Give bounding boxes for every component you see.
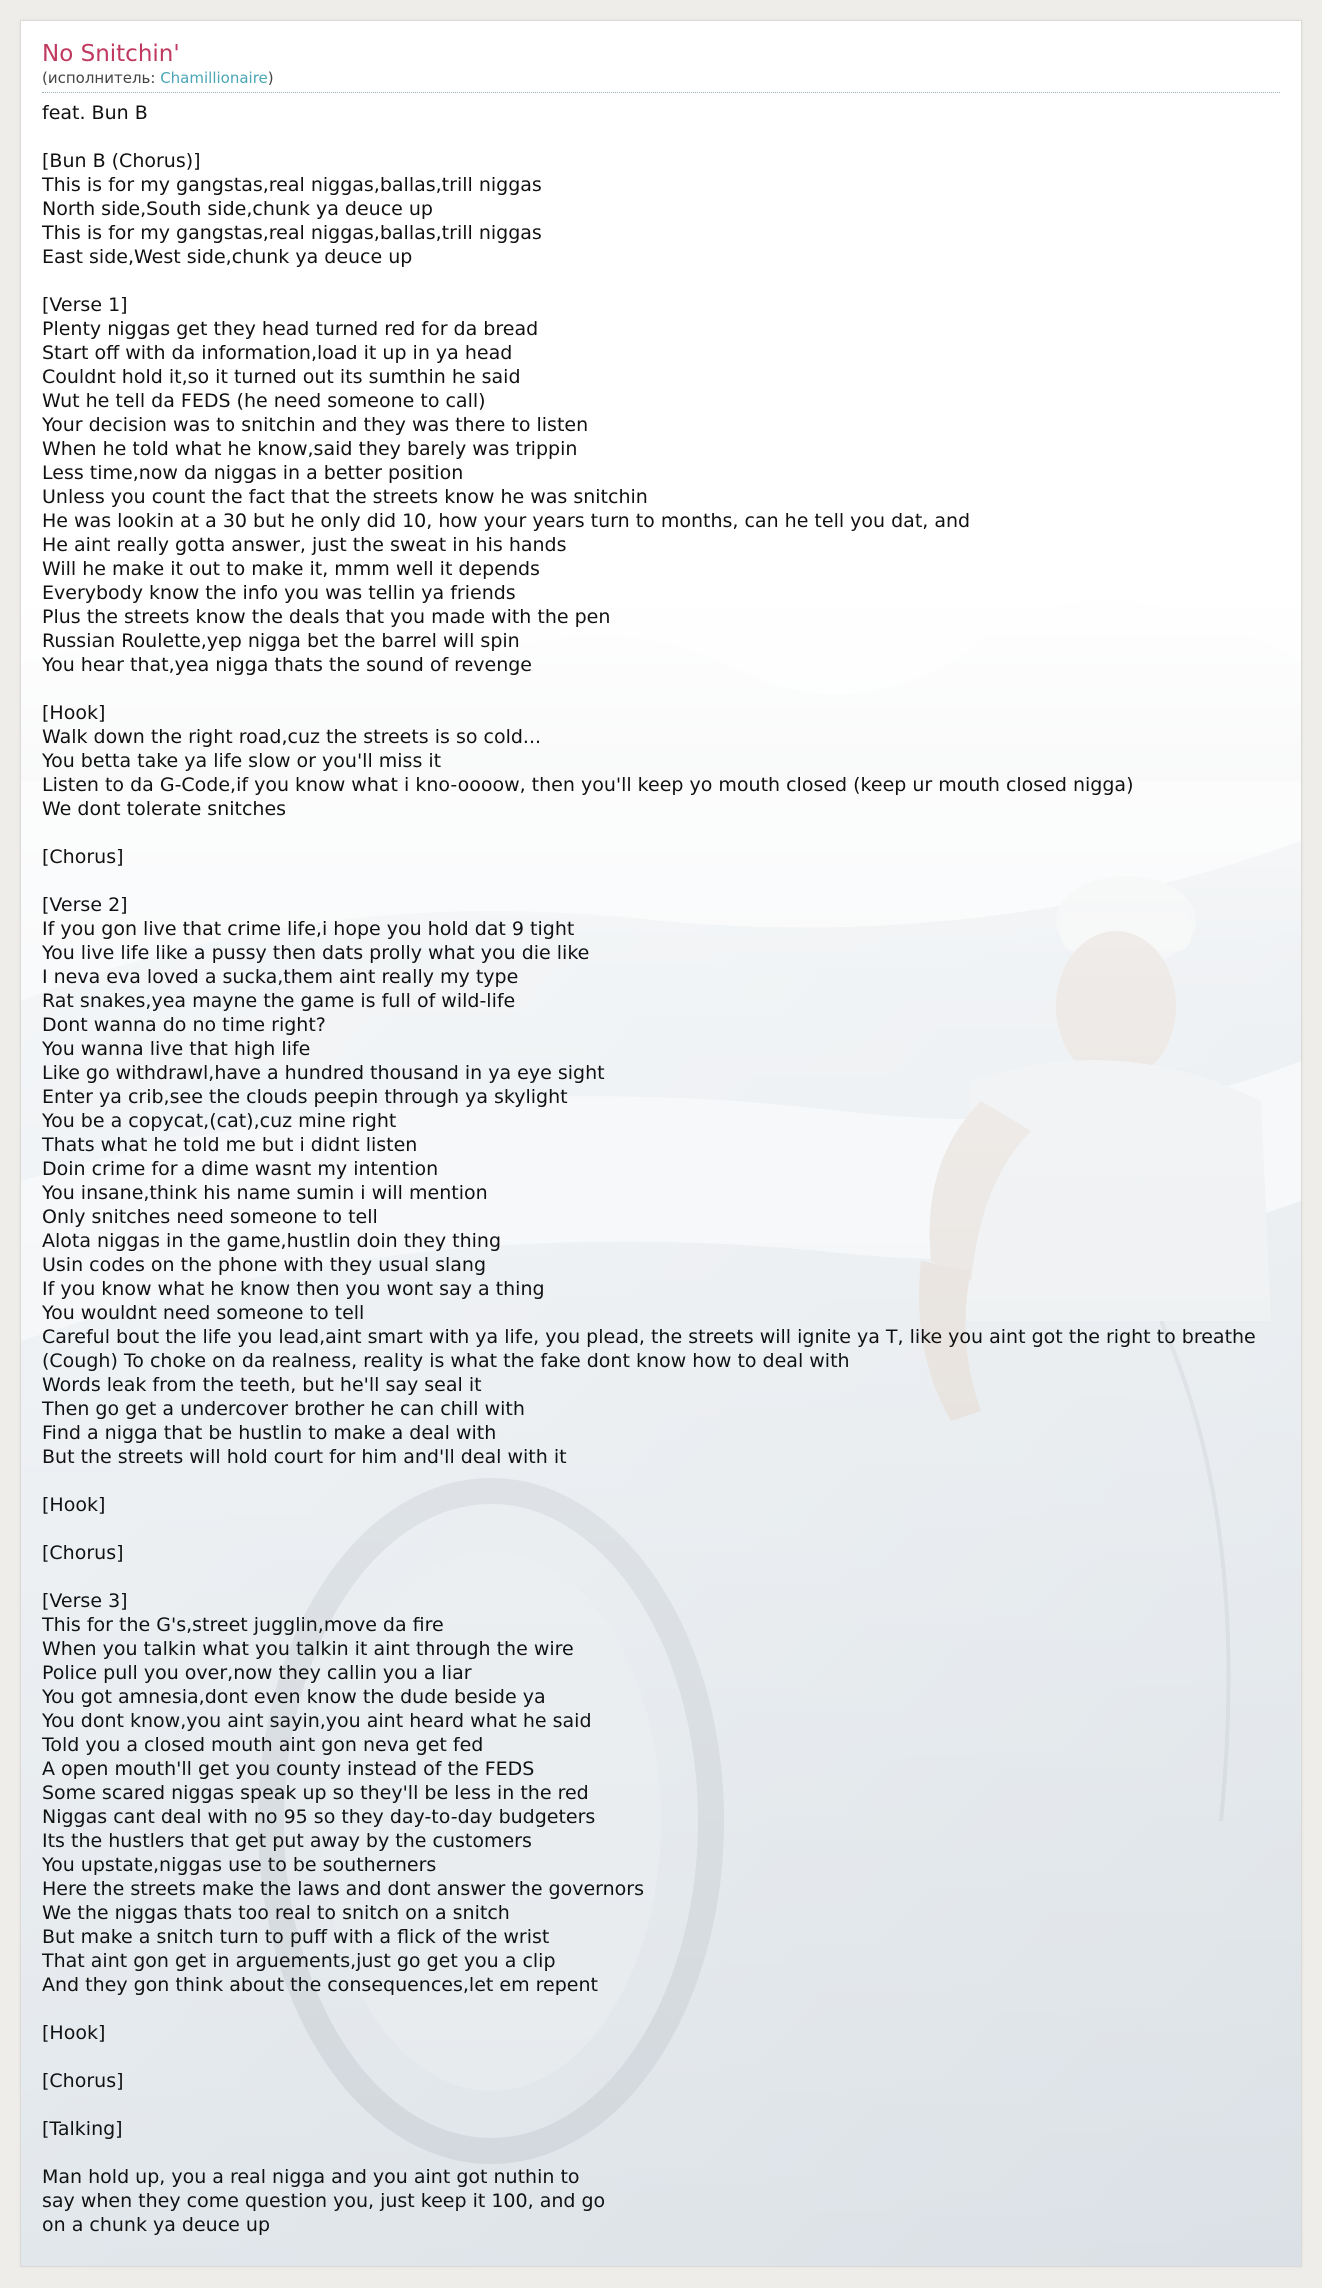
artist-prefix: (исполнитель: xyxy=(42,69,161,87)
lyrics-text: feat. Bun B [Bun B (Chorus)] This is for my gangstas,real niggas,ballas,trill niggas North side,South side,chunk ya deuce up This is for my gangstas,real niggas,ballas,trill niggas East side,West side,chunk ya deuce up [Verse 1] Plenty niggas get they head turned red for da bread Start off with da information,load it up in ya head Couldnt hold it,so it turned out its sumthin he said Wut he tell da FEDS (he need someone to call) Your decision was to snitchin and they was there to listen When he told what he know,said they barely was trippin Less time,now da niggas in a better position Unless you count the fact that the streets know he was snitchin He was lookin at a 30 but he only did 10, how your years turn to months, can he tell you dat, and He aint really gotta answer, just the sweat in his hands Will he make it out to make it, mmm well it depends Everybody know the info you was tellin ya friends Plus the streets know the deals that you made with the pen Russian Roulette,yep nigga bet the barrel will spin You hear that,yea nigga thats the sound of revenge [Hook] Walk down the right road,cuz the streets is so cold... You betta take ya life slow or you'll miss it Listen to da G-Code,if you know what i kno-oooow, then you'll keep yo mouth closed (keep ur mouth closed nigga) We dont tolerate snitches [Chorus] [Verse 2] If you gon live that crime life,i hope you hold dat 9 tight You live life like a pussy then dats prolly what you die like I neva eva loved a sucka,them aint really my type Rat snakes,yea mayne the game is full of wild-life Dont wanna do no time right? You wanna live that high life Like go withdrawl,have a hundred thousand in ya eye sight Enter ya crib,see the clouds peepin through ya skylight You be a copycat,(cat),cuz mine right Thats what he told me but i didnt listen Doin crime for a dime wasnt my intention You insane,think his name sumin i will mention Only snitches need someone to tell Alota niggas in the game,hustlin doin they thing Usin codes on the phone with they usual slang If you know what he know then you wont say a thing You wouldnt need someone to tell Careful bout the life you lead,aint smart with ya life, you plead, the streets will ignite ya T, like you aint got the right to breathe (Cough) To choke on da realness, reality is what the fake dont know how to deal with Words leak from the teeth, but he'll say seal it Then go get a undercover brother he can chill with Find a nigga that be hustlin to make a deal with But the streets will hold court for him and'll deal with it [Hook] [Chorus] [Verse 3] This for the G's,street jugglin,move da fire When you talkin what you talkin it aint through the wire Police pull you over,now they callin you a liar You got amnesia,dont even know the dude beside ya You dont know,you aint sayin,you aint heard what he said Told you a closed mouth aint gon neva get fed A open mouth'll get you county instead of the FEDS Some scared niggas speak up so they'll be less in the red Niggas cant deal with no 95 so they day-to-day budgeters Its the hustlers that get put away by the customers You upstate,niggas use to be southerners Here the streets make the laws and dont answer the governors We the niggas thats too real to snitch on a snitch But make a snitch turn to puff with a flick of the wrist That aint gon get in arguements,just go get you a clip And they gon think about the consequences,let em repent [Hook] [Chorus] [Talking] Man hold up, you a real nigga and you aint got nuthin to say when they come question you, just keep it 100, and go on a chunk ya deuce up xyxy=(42,102,1256,2236)
artist-link[interactable]: Chamillionaire xyxy=(160,69,268,87)
lyrics-content xyxy=(42,39,1281,2237)
artist-line xyxy=(42,69,1280,93)
song-title: No Snitchin' xyxy=(42,41,180,67)
lyrics-page-card xyxy=(20,20,1302,2267)
artist-suffix: ) xyxy=(267,69,274,87)
